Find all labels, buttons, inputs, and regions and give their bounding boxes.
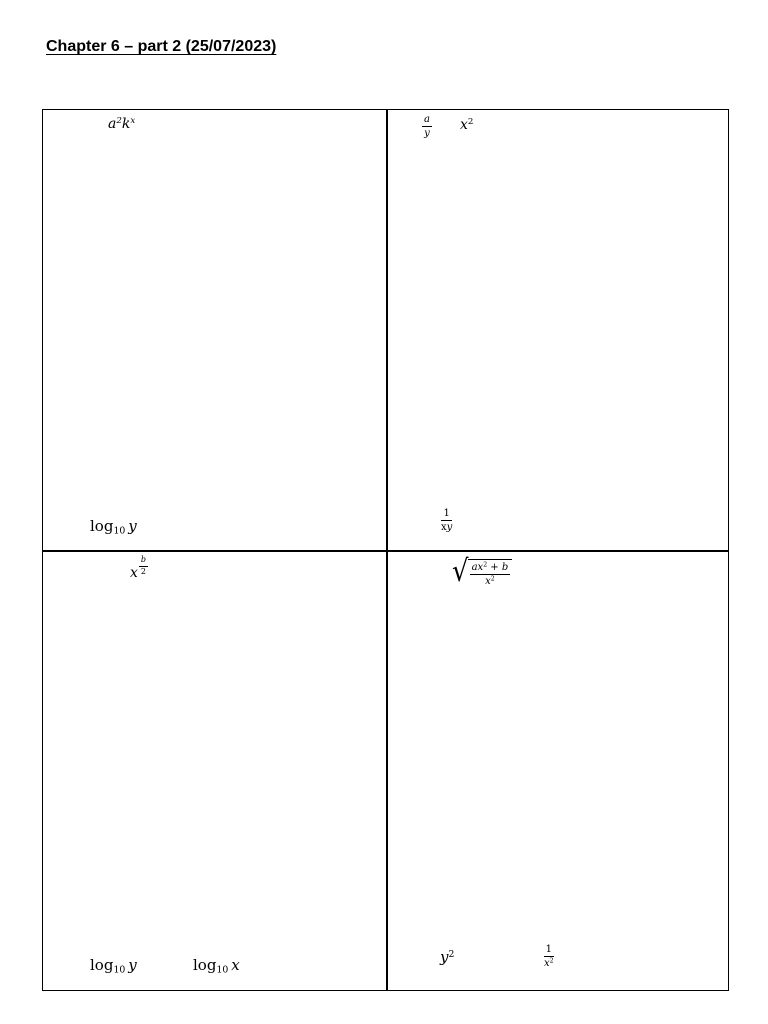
expr-y-squared: $y^2$ [440, 948, 455, 966]
label-log10-y-bottom-left: $\log_{10} y$ [90, 956, 137, 976]
expr-a2-kx: $a^2k^x$ [108, 116, 136, 132]
expr-x-squared-top: $x^2$ [460, 117, 474, 133]
frac-1-over-xy: $\frac{1}{xy}$ [441, 508, 453, 533]
frac-1-over-x-squared: $\frac{1}{x^2}$ [544, 944, 554, 969]
frac-a-over-y: $\frac{a}{y}$ [424, 114, 430, 139]
radical-sign: √ [452, 554, 469, 590]
expr-sqrt-fraction: √ $\frac{ax^2 + b}{x^2}$ [452, 559, 512, 587]
expr-x-pow-b-over-2: x $\frac{b}{2}$ [130, 555, 147, 581]
horizontal-divider [43, 550, 728, 552]
label-log10-y-top-left: $\log_{10} y$ [90, 517, 137, 537]
page-title: Chapter 6 – part 2 (25/07/2023) [46, 38, 277, 55]
four-quadrant-grid [42, 109, 729, 991]
label-log10-x-bottom-left: $\log_{10} x$ [193, 956, 240, 976]
